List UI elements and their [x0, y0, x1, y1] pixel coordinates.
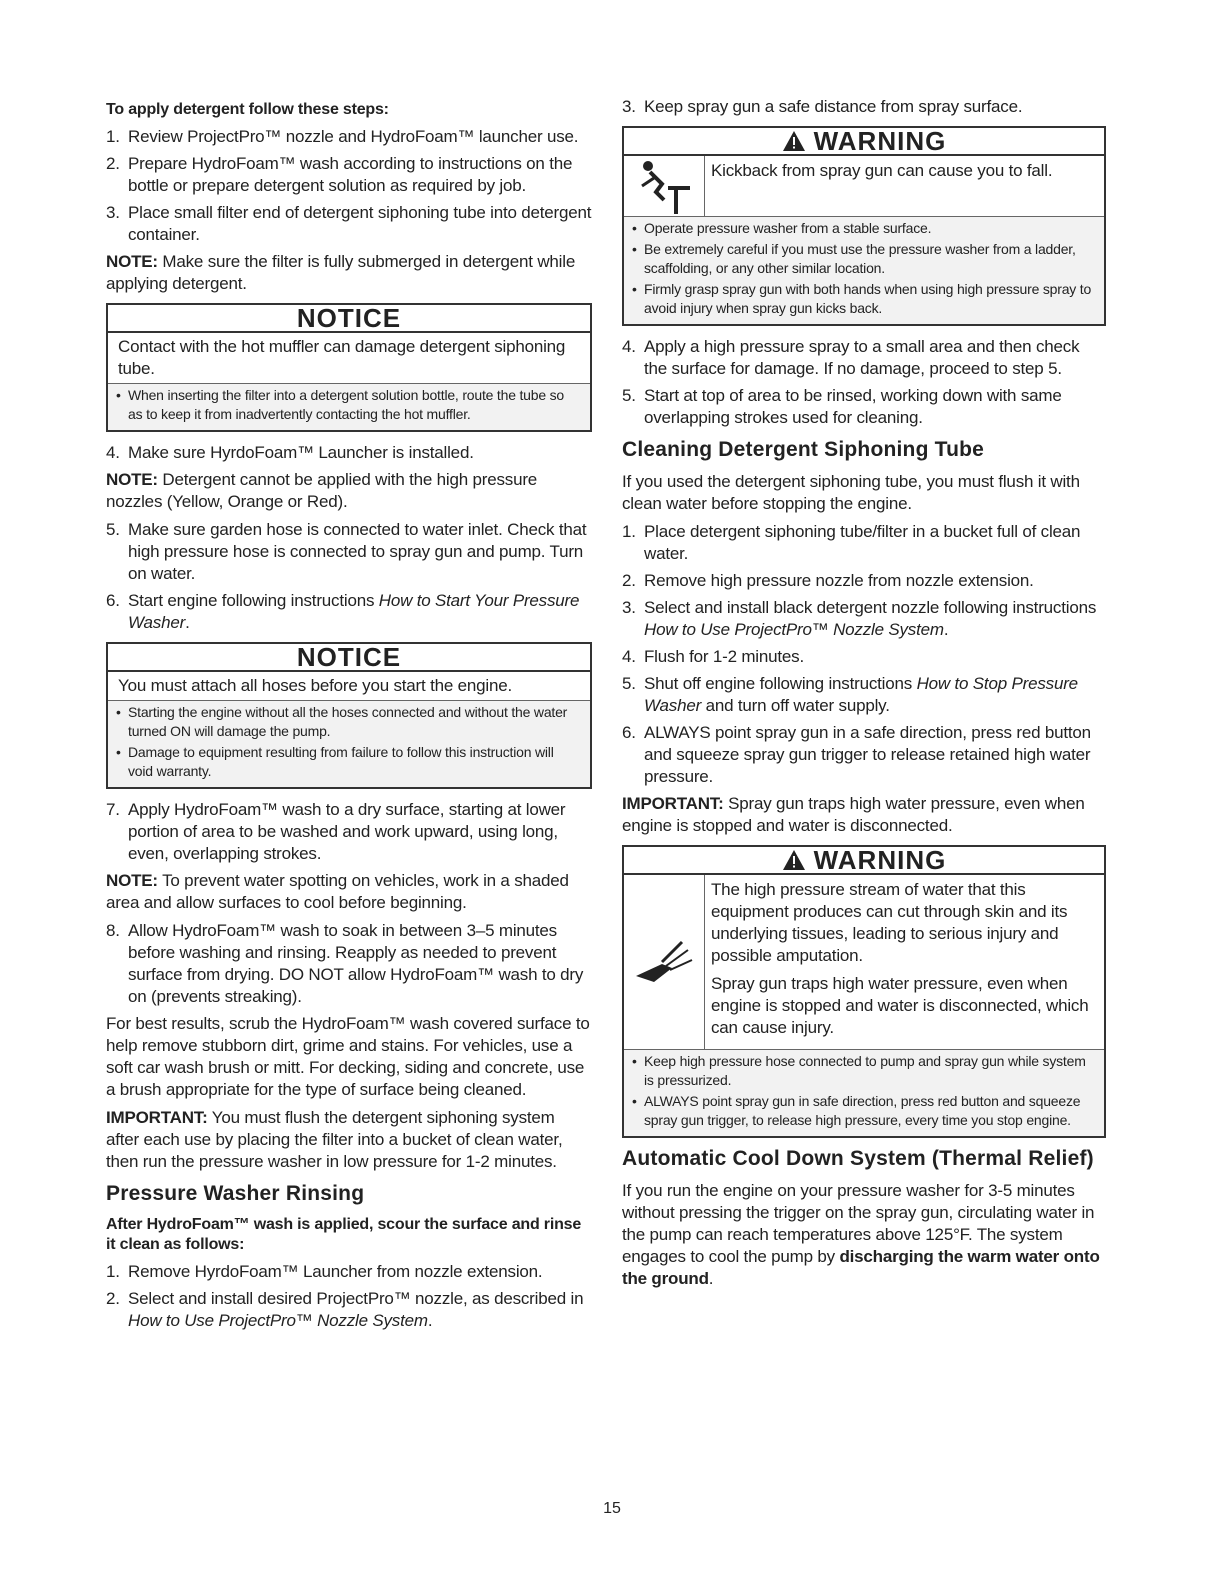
- warning-box: [622, 845, 1106, 1138]
- bullet-item: • Firmly grasp spray gun with both hands when using high pressure spray to avoid injury when spray gun kicks back.: [632, 281, 1092, 316]
- list-item: 4. Apply a high pressure spray to a small area and then check the surface for damage. If no damage, proceed to step 5.: [622, 337, 1080, 378]
- warning-bullets: [624, 1050, 1104, 1136]
- list-item: 2. Select and install desired ProjectPro™ nozzle, as described in How to Use ProjectPro™ Nozzle System.: [106, 1289, 584, 1330]
- bullet-item: • Damage to equipment resulting from failure to follow this instruction will void warranty.: [116, 744, 554, 779]
- warning-box: [622, 126, 1106, 326]
- warning-text: The high pressure stream of water that this equipment produces can cut through skin and its underlying tissues, leading to serious injury and possible amputation.: [711, 880, 1068, 965]
- left-column: [106, 96, 592, 1337]
- list-item: 5. Make sure garden hose is connected to water inlet. Check that high pressure hose is connected to spray gun and pump. Turn on water.: [106, 520, 587, 583]
- warning-title: WARNING: [813, 126, 947, 156]
- list-item: 2. Remove high pressure nozzle from nozzle extension.: [622, 571, 1034, 590]
- notice-text: You must attach all hoses before you start the engine.: [108, 672, 590, 701]
- page-number: 15: [603, 1500, 621, 1517]
- notice-box: [106, 303, 592, 432]
- warning-title: WARNING: [813, 845, 947, 875]
- body-paragraph: For best results, scrub the HydroFoam™ wash covered surface to help remove stubborn dirt, grime and stains. For vehicles, use a soft car wash brush or mitt. For decking, siding and concrete, use a brush appropriate for the type of surface being cleaned.: [106, 1014, 590, 1099]
- warning-text: Spray gun traps high water pressure, even when engine is stopped and water is disconnected, which can cause injury.: [711, 974, 1089, 1037]
- section-heading: Cleaning Detergent Siphoning Tube: [622, 438, 985, 461]
- reference-link: How to Stop Pressure Washer: [644, 674, 1078, 715]
- warning-triangle-icon: [782, 130, 806, 152]
- warning-triangle-icon: [782, 849, 806, 871]
- bullet-item: • Starting the engine without all the hoses connected and without the water turned ON will damage the pump.: [116, 704, 568, 739]
- important-paragraph: IMPORTANT: Spray gun traps high water pressure, even when engine is stopped and water is disconnected.: [622, 794, 1085, 835]
- reference-link: How to Start Your Pressure Washer: [128, 591, 580, 632]
- injection-hazard-icon: [624, 875, 705, 1049]
- warning-text: Kickback from spray gun can cause you to fall.: [711, 161, 1053, 180]
- body-paragraph: If you run the engine on your pressure washer for 3-5 minutes without pressing the trigger on the spray gun, circulating water in the pump can reach temperatures above 125°F. The system engages to cool the pump by discharging the warm water onto the ground.: [622, 1181, 1100, 1288]
- list-item: 8. Allow HydroFoam™ wash to soak in between 3–5 minutes before washing and rinsing. Reapply as needed to prevent surface from drying. DO NOT allow HydroFoam™ wash to dry on (prevents streaking).: [106, 921, 584, 1006]
- body-paragraph: If you used the detergent siphoning tube, you must flush it with clean water before stopping the engine.: [622, 472, 1080, 513]
- important-paragraph: IMPORTANT: You must flush the detergent siphoning system after each use by placing the filter into a bucket of clean water, then run the pressure washer in low pressure for 1-2 minutes.: [106, 1108, 563, 1171]
- list-item: 6. Start engine following instructions How to Start Your Pressure Washer.: [106, 591, 580, 632]
- notice-title: NOTICE: [108, 644, 590, 672]
- list-item: 3. Place small filter end of detergent siphoning tube into detergent container.: [106, 203, 592, 244]
- notice-text: Contact with the hot muffler can damage detergent siphoning tube.: [108, 333, 590, 384]
- list-item: 1. Remove HyrdoFoam™ Launcher from nozzle extension.: [106, 1262, 543, 1281]
- right-column: [622, 96, 1106, 1296]
- detergent-steps-heading: To apply detergent follow these steps:: [106, 101, 389, 118]
- list-item: 1. Place detergent siphoning tube/filter in a bucket full of clean water.: [622, 522, 1081, 563]
- bullet-item: • When inserting the filter into a detergent solution bottle, route the tube so as to keep it from inadvertently contacting the hot muffler.: [116, 387, 564, 422]
- notice-bullets: [108, 701, 590, 787]
- note-paragraph: NOTE: To prevent water spotting on vehicles, work in a shaded area and allow surfaces to cool before beginning.: [106, 871, 569, 912]
- list-item: 2. Prepare HydroFoam™ wash according to instructions on the bottle or prepare detergent solution as required by job.: [106, 154, 573, 195]
- bullet-item: • ALWAYS point spray gun in safe direction, press red button and squeeze spray gun trigger, to release high pressure, every time you stop engine.: [632, 1093, 1081, 1128]
- warning-bullets: [624, 217, 1104, 324]
- bullet-item: • Be extremely careful if you must use the pressure washer from a ladder, scaffolding, or any other similar location.: [632, 241, 1076, 276]
- reference-link: How to Use ProjectPro™ Nozzle System: [128, 1311, 428, 1330]
- warning-header: [624, 128, 1104, 156]
- note-paragraph: NOTE: Detergent cannot be applied with the high pressure nozzles (Yellow, Orange or Red).: [106, 470, 538, 511]
- list-item: 5. Shut off engine following instructions How to Stop Pressure Washer and turn off water supply.: [622, 674, 1078, 715]
- list-item: 4. Flush for 1-2 minutes.: [622, 647, 804, 666]
- list-item: 4. Make sure HyrdoFoam™ Launcher is installed.: [106, 443, 474, 462]
- list-item: 5. Start at top of area to be rinsed, working down with same overlapping strokes used for cleaning.: [622, 386, 1062, 427]
- rinse-intro: After HydroFoam™ wash is applied, scour the surface and rinse it clean as follows:: [106, 1216, 582, 1253]
- notice-title: NOTICE: [108, 305, 590, 333]
- list-item: 1. Review ProjectPro™ nozzle and HydroFoam™ launcher use.: [106, 127, 579, 146]
- reference-link: How to Use ProjectPro™ Nozzle System: [644, 620, 944, 639]
- section-heading: Automatic Cool Down System (Thermal Relief): [622, 1147, 1094, 1170]
- list-item: 3. Keep spray gun a safe distance from spray surface.: [622, 97, 1023, 116]
- kickback-fall-icon: [624, 156, 705, 216]
- bullet-item: • Operate pressure washer from a stable surface.: [632, 220, 932, 236]
- list-item: 7. Apply HydroFoam™ wash to a dry surface, starting at lower portion of area to be washed and work upward, using long, even, overlapping strokes.: [106, 800, 566, 863]
- notice-box: [106, 642, 592, 789]
- list-item: 6. ALWAYS point spray gun in a safe direction, press red button and squeeze spray gun trigger to release retained high water pressure.: [622, 723, 1091, 786]
- warning-header: [624, 847, 1104, 875]
- notice-bullets: [108, 384, 590, 430]
- list-item: 3. Select and install black detergent nozzle following instructions How to Use ProjectPro™ Nozzle System.: [622, 598, 1097, 639]
- note-paragraph: NOTE: Make sure the filter is fully submerged in detergent while applying detergent.: [106, 252, 576, 293]
- bullet-item: • Keep high pressure hose connected to pump and spray gun while system is pressurized.: [632, 1053, 1086, 1088]
- section-heading: Pressure Washer Rinsing: [106, 1182, 365, 1205]
